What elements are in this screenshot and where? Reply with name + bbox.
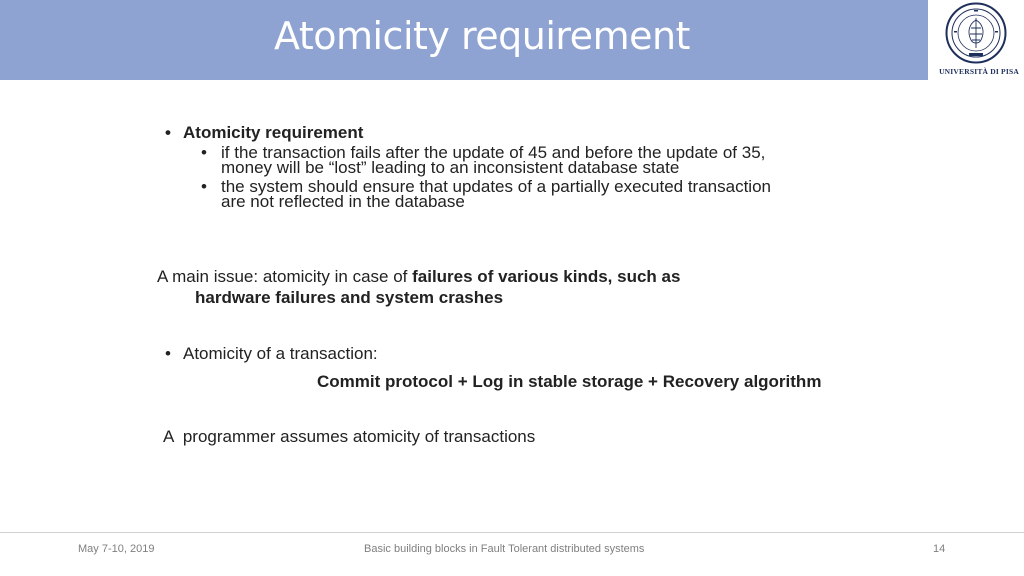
footer-divider: [0, 532, 1024, 533]
main-issue-bold-1: failures of various kinds, such as: [412, 267, 681, 286]
formula-text: Commit protocol + Log in stable storage + Recovery algorithm: [317, 372, 822, 391]
logo-wordmark: UNIVERSITÀ DI PISA: [939, 67, 1019, 76]
sub-bullet-2: [221, 178, 771, 210]
footer-course: Basic building blocks in Fault Tolerant distributed systems: [364, 543, 645, 555]
main-issue-line-1: [157, 268, 680, 285]
main-issue-line-2: hardware failures and system crashes: [195, 288, 504, 307]
bullet-heading: • Atomicity requirement: [183, 124, 363, 141]
programmer-note: A programmer assumes atomicity of transactions: [163, 427, 536, 446]
atomicity-bullet: • Atomicity of a transaction:: [183, 345, 378, 362]
sub-bullet-1-line-1: • if the transaction fails after the update of 45 and before the update of 35,: [221, 143, 766, 162]
main-issue-prefix: A main issue: atomicity in case of: [157, 267, 413, 286]
slide-title: Atomicity requirement: [274, 14, 690, 58]
footer-date: May 7-10, 2019: [78, 543, 155, 555]
sub-bullet-1: [221, 144, 765, 176]
footer-page-number: 14: [933, 543, 946, 555]
sub-bullet-1-line-2: money will be “lost” leading to an inconsistent database state: [221, 158, 680, 177]
sub-bullet-2-line-2: are not reflected in the database: [221, 192, 465, 211]
sub-bullet-2-line-1: • the system should ensure that updates of a partially executed transaction: [221, 177, 771, 196]
